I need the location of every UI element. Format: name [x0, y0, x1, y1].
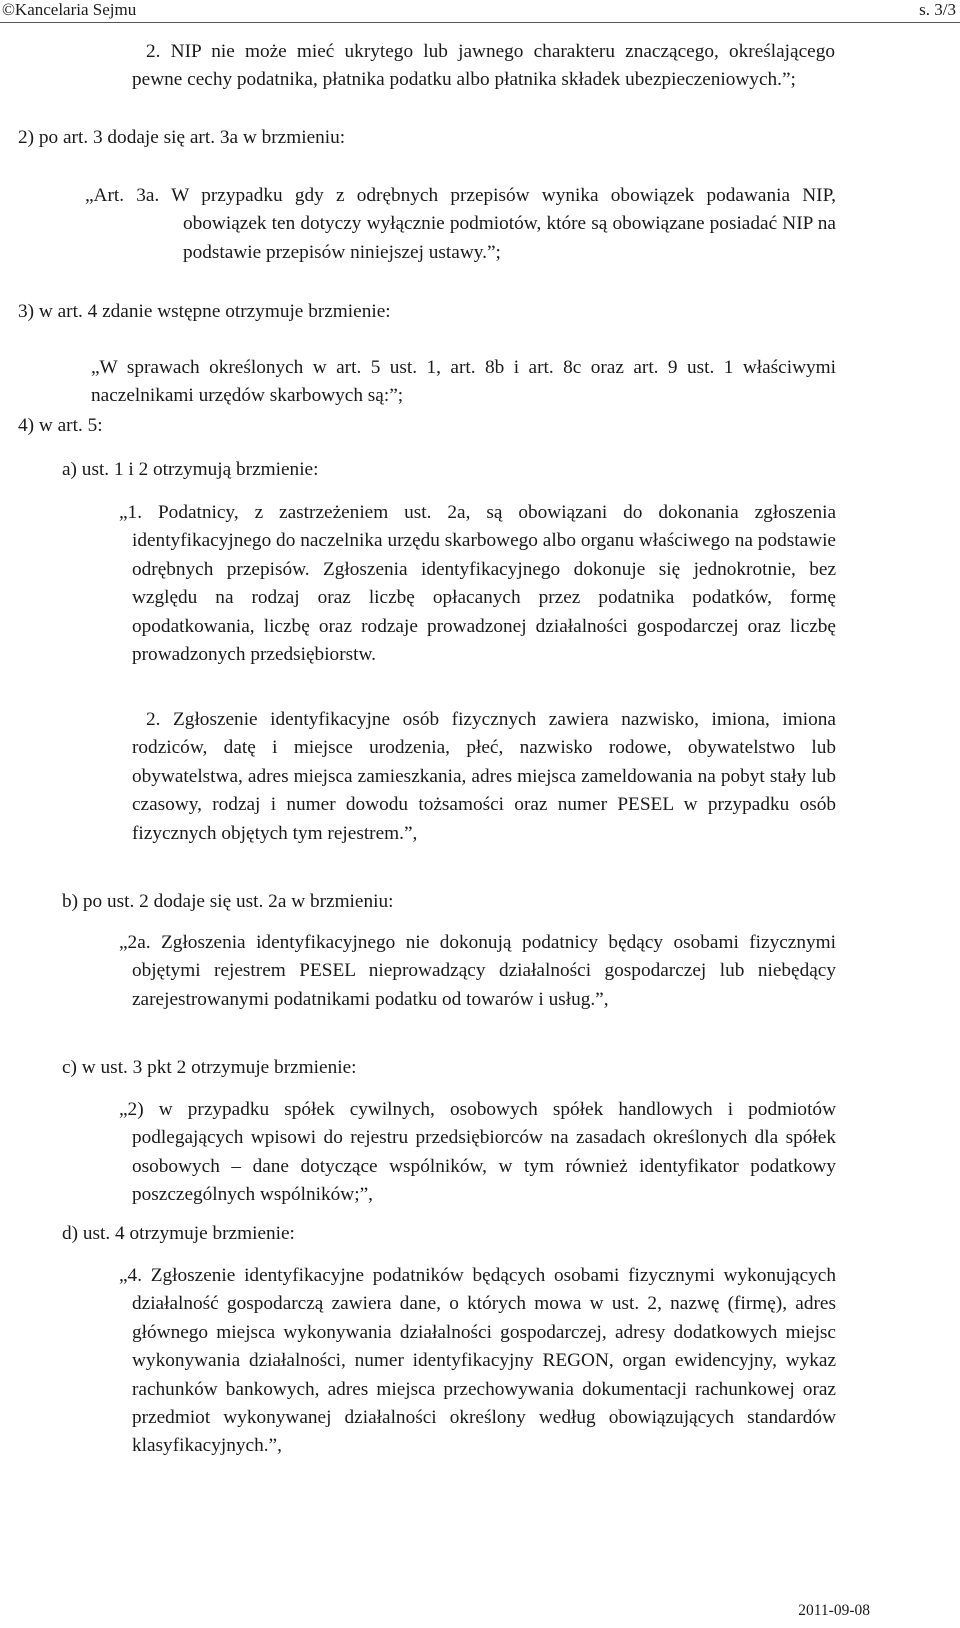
ust-1-paragraph: „1. Podatnicy, z zastrzeżeniem ust. 2a, są obowiązani do dokonania zgłoszenia identyfikacyjnego do naczelnika urzędu skarbowego albo organu właściwego na podstawie odrębnych przepisów. Zgłoszenia identyfikacyjnego dokonuje się jednokrotnie, bez względu na rodzaj oraz liczbę opłacanych przez podatnika podatków, formę opodatkowania, liczbę oraz rodzaje prowadzonej działalności gospodarczej oraz liczbę prowadzonych przedsiębiorstw.: [119, 502, 836, 666]
point-3: 3) w art. 4 zdanie wstępne otrzymuje brzmienie:: [18, 301, 391, 322]
point-2: 2) po art. 3 dodaje się art. 3a w brzmieniu:: [18, 127, 346, 148]
point-3-text: „W sprawach określonych w art. 5 ust. 1, art. 8b i art. 8c oraz art. 9 ust. 1 właściwymi naczelnikami urzędów skarbowych są:”;: [91, 357, 836, 407]
letter-a: a) ust. 1 i 2 otrzymują brzmienie:: [62, 459, 319, 480]
header-source: ©Kancelaria Sejmu: [2, 0, 137, 19]
nip-paragraph-2: 2. NIP nie może mieć ukrytego lub jawnego charakteru znaczącego, określającego pewne cechy podatnika, płatnika podatku albo płatnika składek ubezpieczeniowych.”;: [132, 41, 835, 91]
point-4: 4) w art. 5:: [18, 415, 103, 436]
letter-c: c) w ust. 3 pkt 2 otrzymuje brzmienie:: [62, 1057, 357, 1078]
art-3a-paragraph: „Art. 3a. W przypadku gdy z odrębnych przepisów wynika obowiązek podawania NIP, obowiązek ten dotyczy wyłącznie podmiotów, które są obowiązane posiadać NIP na podstawie przepisów niniejszej ustawy.”;: [85, 185, 836, 263]
pkt-2-paragraph: „2) w przypadku spółek cywilnych, osobowych spółek handlowych i podmiotów podlegających wpisowi do rejestru przedsiębiorców na zasadach określonych dla spółek osobowych – dane dotyczące wspólników, w tym również identyfikator podatkowy poszczególnych wspólników;”,: [119, 1099, 836, 1206]
letter-b: b) po ust. 2 dodaje się ust. 2a w brzmieniu:: [62, 891, 394, 912]
ust-2a-paragraph: „2a. Zgłoszenia identyfikacyjnego nie dokonują podatnicy będący osobami fizycznymi objętymi rejestrem PESEL nieprowadzący działalności gospodarczej lub niebędący zarejestrowanymi podatnikami podatku od towarów i usług.”,: [119, 932, 836, 1010]
letter-d: d) ust. 4 otrzymuje brzmienie:: [62, 1223, 295, 1244]
footer-date: 2011-09-08: [798, 1602, 870, 1619]
ust-2-paragraph: 2. Zgłoszenie identyfikacyjne osób fizycznych zawiera nazwisko, imiona, imiona rodziców, datę i miejsce urodzenia, płeć, nazwisko rodowe, obywatelstwo lub obywatelstwa, adres miejsca zamieszkania, adres miejsca zameldowania na pobyt stały lub czasowy, rodzaj i numer dowodu tożsamości oraz numer PESEL w przypadku osób fizycznych objętych tym rejestrem.”,: [132, 709, 836, 844]
page-header: [0, 0, 960, 23]
header-page-number: s. 3/3: [919, 0, 956, 19]
ust-4-paragraph: „4. Zgłoszenie identyfikacyjne podatników będących osobami fizycznymi wykonujących działalność gospodarczą zawiera dane, o których mowa w ust. 2, nazwę (firmę), adres głównego miejsca wykonywania działalności gospodarczej, adresy dodatkowych miejsc wykonywania działalności, numer identyfikacyjny REGON, organ ewidencyjny, wykaz rachunków bankowych, adres miejsca przechowywania dokumentacji rachunkowej oraz przedmiot wykonywanej działalności określony według obowiązujących standardów klasyfikacyjnych.”,: [119, 1265, 836, 1457]
